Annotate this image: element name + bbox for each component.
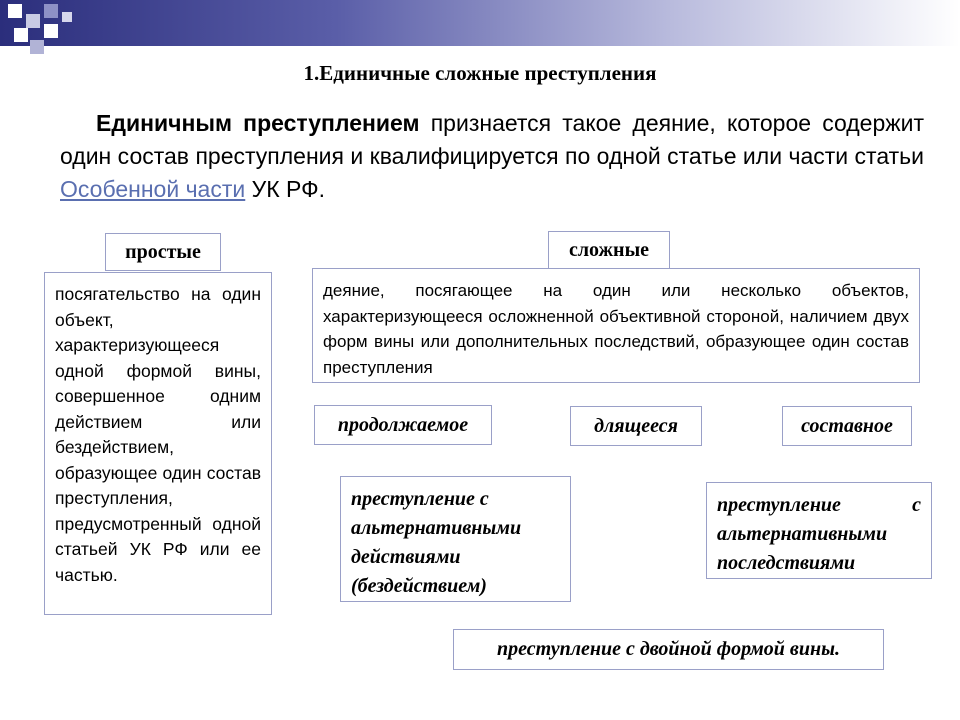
simple-description: посягательство на один объект, характеризующееся одной формой вины, совершенное одним действием или бездействием, образующее один состав преступления, предусмотренный одной статьей УК РФ или ее частью. [55,284,261,585]
definition-text-end: УК РФ. [245,176,325,202]
continued-crime-box [314,405,492,445]
definition-paragraph [60,107,924,206]
page-title: 1.Единичные сложные преступления [303,61,657,85]
simple-label-box [105,233,221,271]
definition-term: Единичным преступлением [96,110,420,136]
decor-square [44,24,58,38]
decor-square [30,40,44,54]
complex-label-box [548,231,670,269]
ongoing-crime-box [570,406,702,446]
complex-description: деяние, посягающее на один или несколько объектов, характеризующееся осложненной объективной стороной, наличием двух форм вины или дополнительных последствий, образующее один состав преступления [323,281,909,377]
continued-crime-label: продолжаемое [337,414,469,436]
complex-label: сложные [568,239,650,261]
decor-square [26,14,40,28]
simple-description-box [44,272,272,615]
compound-crime-label: составное [801,415,893,437]
definition-text: признается такое деяние, которое содержит один состав преступления и квалифицируется по одной статье или части статьи [60,110,925,169]
decor-square [14,28,28,42]
double-guilt-label: преступление с двойной формой вины. [497,638,840,660]
decor-square [62,12,72,22]
compound-crime-box [782,406,912,446]
ongoing-crime-label: длящееся [594,415,678,437]
alt-consequences-box [706,482,932,579]
header-gradient-bar [0,0,960,46]
simple-label: простые [125,241,201,263]
special-part-link[interactable]: Особенной части [60,176,246,202]
decor-square [8,4,22,18]
complex-description-box [312,268,920,383]
alt-actions-label: преступление с альтернативными действиями (бездействием) [351,488,522,597]
alt-consequences-label: преступление с альтернативными последствиями [717,494,921,574]
decor-square [44,4,58,18]
alt-actions-box [340,476,571,602]
double-guilt-box [453,629,884,670]
